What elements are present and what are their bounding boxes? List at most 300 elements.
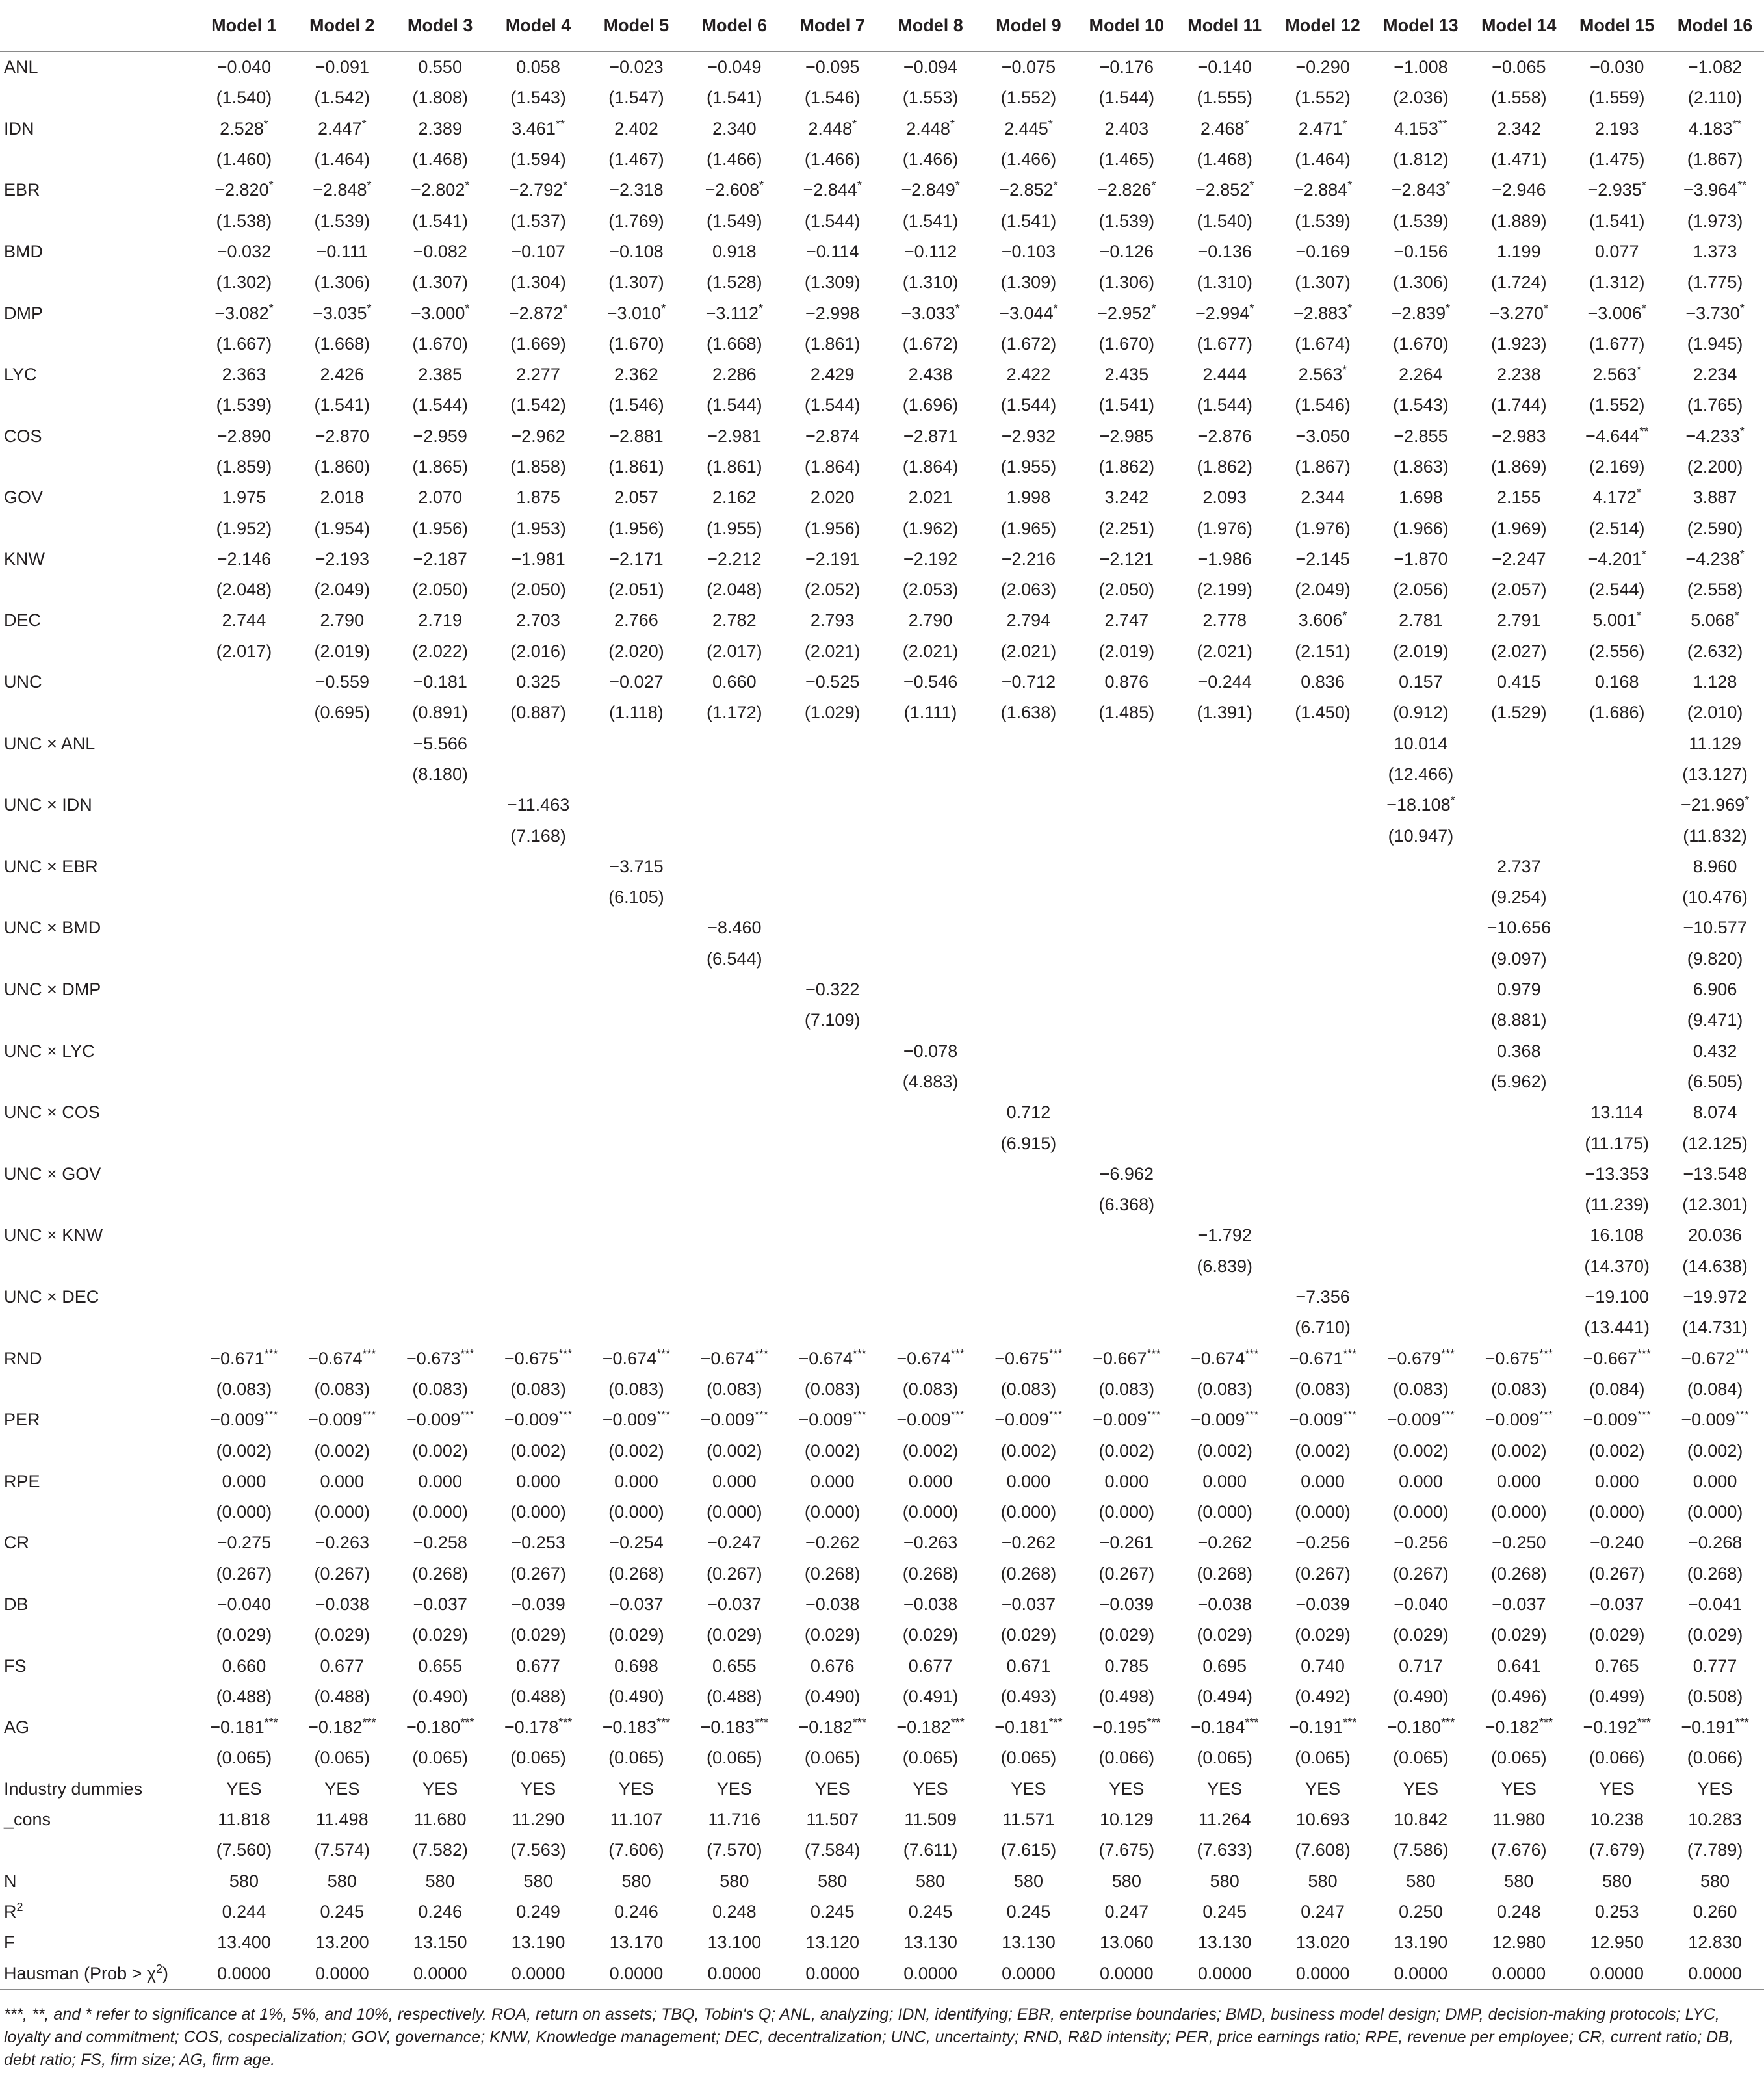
significance-stars: *** bbox=[754, 1716, 768, 1730]
coef-cell: 0.000 bbox=[1202, 1471, 1247, 1491]
se-cell bbox=[293, 1251, 391, 1282]
significance-stars: * bbox=[1446, 179, 1451, 192]
column-header: Model 5 bbox=[588, 0, 686, 51]
coef-cell: −0.009*** bbox=[798, 1409, 866, 1430]
se-cell: (1.956) bbox=[608, 518, 664, 538]
significance-stars: *** bbox=[950, 1347, 965, 1360]
coef-cell: 11.507 bbox=[806, 1810, 859, 1830]
se-cell: (1.862) bbox=[1098, 457, 1155, 476]
coef-cell bbox=[979, 1159, 1078, 1190]
se-cell: (2.048) bbox=[216, 580, 272, 600]
coef-cell bbox=[195, 852, 293, 882]
coef-cell: 11.107 bbox=[610, 1810, 663, 1830]
se-cell: (0.488) bbox=[510, 1686, 566, 1706]
se-cell: (0.267) bbox=[216, 1563, 272, 1583]
coef-cell: 0.244 bbox=[222, 1901, 266, 1921]
column-header: Model 13 bbox=[1372, 0, 1470, 51]
significance-stars: *** bbox=[1735, 1409, 1749, 1422]
se-cell bbox=[195, 1312, 293, 1343]
coef-cell: 2.778 bbox=[1202, 610, 1247, 630]
se-cell: (0.029) bbox=[1687, 1625, 1743, 1645]
coef-cell: −0.275 bbox=[216, 1533, 272, 1553]
se-cell: (1.869) bbox=[1491, 457, 1547, 476]
se-cell: (9.820) bbox=[1687, 948, 1743, 968]
se-row bbox=[0, 83, 1764, 113]
significance-stars: *** bbox=[1048, 1409, 1063, 1422]
se-cell: (1.310) bbox=[1197, 272, 1252, 292]
se-cell bbox=[1274, 1067, 1372, 1097]
row-label-empty bbox=[0, 759, 195, 790]
se-cell: (2.022) bbox=[412, 641, 468, 661]
coef-cell bbox=[1176, 852, 1274, 882]
column-header: Model 11 bbox=[1176, 0, 1274, 51]
coef-cell: −0.671*** bbox=[210, 1347, 278, 1368]
se-cell: (1.537) bbox=[510, 211, 566, 231]
significance-stars: * bbox=[1342, 609, 1347, 623]
coef-cell: 4.183** bbox=[1688, 117, 1742, 138]
coef-cell: 0.000 bbox=[810, 1471, 855, 1491]
coef-cell bbox=[783, 729, 881, 759]
coef-cell: −2.935* bbox=[1587, 179, 1646, 200]
coef-cell: 0.677 bbox=[908, 1656, 953, 1676]
se-cell: (1.540) bbox=[1197, 211, 1252, 231]
se-cell: (1.674) bbox=[1295, 333, 1351, 354]
coef-cell: 2.703 bbox=[516, 610, 560, 630]
coef-cell: 0.168 bbox=[1594, 672, 1639, 692]
se-cell bbox=[195, 759, 293, 790]
coef-cell: −0.247 bbox=[707, 1533, 762, 1553]
se-cell: (0.000) bbox=[608, 1502, 664, 1522]
coef-cell: 0.247 bbox=[1301, 1901, 1345, 1921]
se-cell bbox=[391, 820, 489, 851]
coef-cell: −0.075 bbox=[1001, 57, 1056, 77]
row-label-empty bbox=[0, 144, 195, 175]
se-cell: (0.029) bbox=[1000, 1625, 1057, 1645]
coef-cell: −1.008 bbox=[1394, 57, 1448, 77]
row-label: UNC bbox=[4, 672, 42, 692]
se-cell: (0.000) bbox=[1589, 1502, 1645, 1522]
coef-cell: −0.667*** bbox=[1583, 1347, 1651, 1368]
coef-cell: −0.253 bbox=[511, 1533, 565, 1553]
coef-cell: 0.000 bbox=[1301, 1471, 1345, 1491]
coef-cell: 13.020 bbox=[1295, 1932, 1350, 1953]
coef-row bbox=[0, 974, 1764, 1005]
significance-stars: *** bbox=[460, 1716, 474, 1730]
se-cell: (0.029) bbox=[314, 1625, 370, 1645]
coef-cell: 13.190 bbox=[511, 1932, 565, 1953]
se-cell bbox=[783, 1251, 881, 1282]
coef-cell: −2.994* bbox=[1195, 302, 1254, 323]
se-cell: (1.468) bbox=[412, 150, 468, 170]
coef-row bbox=[0, 1159, 1764, 1190]
significance-stars: * bbox=[1151, 179, 1156, 192]
se-cell bbox=[1470, 1312, 1568, 1343]
se-cell: (1.923) bbox=[1491, 333, 1547, 354]
se-cell bbox=[1274, 759, 1372, 790]
row-label-empty bbox=[0, 1435, 195, 1466]
se-cell: (0.000) bbox=[216, 1502, 272, 1522]
se-cell: (1.544) bbox=[804, 395, 861, 415]
se-cell: (1.724) bbox=[1491, 272, 1547, 292]
coef-cell bbox=[391, 913, 489, 943]
coef-cell: −0.525 bbox=[805, 672, 860, 692]
coef-cell: −2.881 bbox=[609, 426, 664, 446]
coef-cell: 12.830 bbox=[1688, 1932, 1742, 1953]
coef-cell: −0.672*** bbox=[1681, 1347, 1749, 1368]
se-cell bbox=[979, 759, 1078, 790]
se-cell: (0.000) bbox=[412, 1502, 468, 1522]
row-label-empty bbox=[0, 1374, 195, 1405]
coef-cell: 2.438 bbox=[908, 365, 953, 385]
significance-stars: * bbox=[1739, 547, 1745, 561]
coef-cell bbox=[979, 729, 1078, 759]
se-cell: (13.441) bbox=[1584, 1318, 1650, 1338]
se-cell bbox=[1372, 1312, 1470, 1343]
se-cell: (1.956) bbox=[804, 518, 861, 538]
coef-cell: 0.000 bbox=[222, 1471, 266, 1491]
coef-cell: −0.108 bbox=[609, 241, 664, 261]
se-cell: (1.466) bbox=[902, 150, 959, 170]
coef-cell: −0.037 bbox=[1590, 1594, 1644, 1614]
se-cell: (2.544) bbox=[1589, 580, 1645, 600]
se-cell bbox=[783, 882, 881, 913]
coef-cell: 0.248 bbox=[1497, 1901, 1541, 1921]
coef-cell: 11.716 bbox=[708, 1810, 761, 1830]
coef-cell bbox=[1176, 1282, 1274, 1312]
coef-cell: 10.014 bbox=[1394, 733, 1448, 753]
se-cell: (0.000) bbox=[1393, 1502, 1449, 1522]
se-cell: (0.499) bbox=[1589, 1686, 1645, 1706]
significance-stars: ** bbox=[1639, 424, 1649, 438]
coef-cell bbox=[195, 913, 293, 943]
coef-cell: 2.342 bbox=[1497, 118, 1541, 138]
se-cell bbox=[293, 882, 391, 913]
significance-stars: *** bbox=[754, 1409, 768, 1422]
se-cell: (2.020) bbox=[608, 641, 664, 661]
coef-cell bbox=[1078, 852, 1176, 882]
significance-stars: *** bbox=[264, 1716, 278, 1730]
se-cell: (8.881) bbox=[1491, 1010, 1547, 1030]
se-cell bbox=[685, 1190, 783, 1220]
se-cell: (1.450) bbox=[1295, 703, 1351, 723]
se-cell bbox=[979, 1190, 1078, 1220]
coef-cell: 0.677 bbox=[320, 1656, 365, 1676]
se-cell bbox=[293, 759, 391, 790]
column-header: Model 1 bbox=[195, 0, 293, 51]
row-label-empty bbox=[0, 1835, 195, 1866]
coef-cell bbox=[1470, 729, 1568, 759]
coef-cell: 0.000 bbox=[516, 1471, 560, 1491]
coef-cell bbox=[1274, 1036, 1372, 1067]
se-cell: (0.268) bbox=[412, 1563, 468, 1583]
coef-cell bbox=[1176, 913, 1274, 943]
se-cell bbox=[881, 1190, 979, 1220]
se-cell bbox=[1274, 882, 1372, 913]
significance-stars: * bbox=[1636, 486, 1641, 500]
se-cell: (1.696) bbox=[902, 395, 959, 415]
coef-cell bbox=[881, 1220, 979, 1251]
se-cell: (1.309) bbox=[804, 272, 861, 292]
coef-cell: 0.717 bbox=[1399, 1656, 1443, 1676]
coef-cell bbox=[391, 790, 489, 820]
significance-stars: * bbox=[1734, 609, 1739, 623]
significance-stars: * bbox=[1745, 794, 1750, 807]
se-cell: (0.029) bbox=[1098, 1625, 1155, 1645]
row-label-empty bbox=[0, 83, 195, 113]
se-cell bbox=[489, 1128, 588, 1158]
row-label: $R^2$ bbox=[4, 1900, 23, 1921]
se-cell: (2.048) bbox=[707, 580, 762, 600]
coef-cell: −0.182*** bbox=[798, 1716, 866, 1737]
se-cell: (6.505) bbox=[1687, 1071, 1743, 1091]
se-cell bbox=[979, 1005, 1078, 1035]
se-cell: (0.002) bbox=[510, 1440, 566, 1461]
coef-cell: −0.023 bbox=[609, 57, 664, 77]
row-label-empty bbox=[0, 1190, 195, 1220]
se-row bbox=[0, 1435, 1764, 1466]
se-cell: (0.488) bbox=[707, 1686, 762, 1706]
coef-cell: −4.233* bbox=[1685, 424, 1745, 446]
coef-cell bbox=[1470, 790, 1568, 820]
coef-cell: −3.050 bbox=[1295, 426, 1350, 446]
significance-stars: * bbox=[1342, 117, 1347, 131]
coef-cell bbox=[1274, 913, 1372, 943]
significance-stars: *** bbox=[1538, 1347, 1553, 1360]
row-label-empty bbox=[0, 1005, 195, 1035]
se-cell: (1.552) bbox=[1295, 88, 1351, 108]
significance-stars: * bbox=[563, 302, 568, 315]
coef-cell bbox=[391, 1036, 489, 1067]
se-cell: (0.002) bbox=[1295, 1440, 1351, 1461]
significance-stars: * bbox=[1249, 302, 1254, 315]
coef-cell: −0.191*** bbox=[1681, 1716, 1749, 1737]
se-cell: (2.017) bbox=[216, 641, 272, 661]
coef-cell bbox=[489, 729, 588, 759]
table-body bbox=[0, 51, 1764, 1990]
coef-cell: 0.415 bbox=[1497, 672, 1541, 692]
coef-row bbox=[0, 913, 1764, 943]
significance-stars: * bbox=[851, 117, 857, 131]
coef-cell: 0.0000 bbox=[293, 1958, 391, 1989]
se-cell: (0.083) bbox=[1000, 1379, 1057, 1399]
coef-cell: 0.250 bbox=[1399, 1901, 1443, 1921]
se-cell: (2.200) bbox=[1687, 457, 1743, 476]
se-cell: (0.002) bbox=[1589, 1440, 1645, 1461]
coef-row bbox=[0, 790, 1764, 820]
significance-stars: * bbox=[1053, 179, 1058, 192]
se-cell bbox=[588, 1005, 686, 1035]
coef-cell: YES bbox=[226, 1778, 262, 1799]
significance-stars: * bbox=[361, 117, 367, 131]
se-cell: (0.267) bbox=[1393, 1563, 1449, 1583]
coef-cell: −4.238* bbox=[1685, 547, 1745, 569]
coef-cell: −7.356 bbox=[1295, 1287, 1350, 1307]
se-cell: (0.002) bbox=[1491, 1440, 1547, 1461]
se-cell: (1.555) bbox=[1197, 88, 1252, 108]
coef-cell: −0.290 bbox=[1295, 57, 1350, 77]
se-cell bbox=[783, 1128, 881, 1158]
se-cell: (0.493) bbox=[1000, 1686, 1057, 1706]
coef-cell bbox=[1274, 1159, 1372, 1190]
coef-cell bbox=[588, 729, 686, 759]
coef-cell: 3.242 bbox=[1104, 488, 1149, 508]
coef-cell: −0.254 bbox=[609, 1533, 664, 1553]
se-row bbox=[0, 1835, 1764, 1866]
se-cell bbox=[588, 1128, 686, 1158]
se-cell: (0.491) bbox=[902, 1686, 959, 1706]
coef-cell: 10.842 bbox=[1394, 1810, 1448, 1830]
se-cell: (10.476) bbox=[1682, 887, 1748, 907]
row-label: ANL bbox=[4, 57, 38, 77]
se-cell: (8.180) bbox=[412, 764, 468, 784]
se-cell: (1.812) bbox=[1393, 150, 1449, 170]
se-cell: (1.864) bbox=[804, 457, 861, 476]
coef-cell: 2.528* bbox=[220, 117, 268, 138]
coef-row bbox=[0, 852, 1764, 882]
se-cell: (14.638) bbox=[1682, 1256, 1748, 1276]
se-cell bbox=[588, 944, 686, 974]
coef-cell bbox=[293, 1220, 391, 1251]
coef-cell bbox=[1176, 1036, 1274, 1067]
significance-stars: * bbox=[1446, 302, 1451, 315]
significance-stars: *** bbox=[1343, 1716, 1357, 1730]
coef-cell: −0.009*** bbox=[1485, 1409, 1553, 1430]
coef-cell: 0.765 bbox=[1594, 1656, 1639, 1676]
row-label: UNC × EBR bbox=[4, 856, 98, 876]
se-cell: (7.606) bbox=[608, 1840, 664, 1860]
coef-cell bbox=[1078, 790, 1176, 820]
coef-cell: −0.126 bbox=[1099, 241, 1154, 261]
se-cell: (1.547) bbox=[608, 88, 664, 108]
coef-cell: YES bbox=[521, 1778, 556, 1799]
se-cell: (1.118) bbox=[609, 703, 664, 723]
coef-cell: −0.009*** bbox=[210, 1409, 278, 1430]
se-cell: (0.268) bbox=[1000, 1563, 1057, 1583]
coef-cell bbox=[293, 913, 391, 943]
coef-cell: 0.712 bbox=[1006, 1102, 1051, 1123]
coef-cell: 0.000 bbox=[1594, 1471, 1639, 1491]
se-cell: (0.029) bbox=[804, 1625, 861, 1645]
significance-stars: * bbox=[465, 302, 470, 315]
se-cell: (9.471) bbox=[1687, 1010, 1743, 1030]
coef-cell: −2.852* bbox=[999, 179, 1058, 200]
coef-cell: −0.671*** bbox=[1288, 1347, 1357, 1368]
coef-cell bbox=[1274, 974, 1372, 1005]
se-cell: (1.962) bbox=[902, 518, 959, 538]
se-cell: (0.065) bbox=[412, 1748, 468, 1768]
coef-cell: −0.009*** bbox=[1191, 1409, 1259, 1430]
se-cell: (1.775) bbox=[1687, 272, 1743, 292]
se-cell: (0.267) bbox=[707, 1563, 762, 1583]
coef-cell bbox=[489, 852, 588, 882]
se-cell: (1.307) bbox=[412, 272, 468, 292]
coef-cell: −6.962 bbox=[1099, 1164, 1154, 1184]
se-cell: (1.544) bbox=[412, 395, 468, 415]
coef-cell bbox=[783, 790, 881, 820]
se-cell: (7.560) bbox=[216, 1840, 272, 1860]
se-cell: (0.083) bbox=[314, 1379, 370, 1399]
row-label: GOV bbox=[4, 488, 44, 508]
coef-cell: 2.070 bbox=[418, 488, 462, 508]
se-cell: (1.541) bbox=[1000, 211, 1057, 231]
coef-cell bbox=[783, 1159, 881, 1190]
coef-cell: −0.322 bbox=[805, 980, 860, 1000]
column-header: Model 16 bbox=[1666, 0, 1764, 51]
se-cell bbox=[391, 882, 489, 913]
coef-cell: −0.263 bbox=[903, 1533, 958, 1553]
coef-cell: −0.679*** bbox=[1386, 1347, 1455, 1368]
row-label: UNC × ANL bbox=[4, 733, 96, 753]
coef-cell bbox=[195, 1159, 293, 1190]
se-row bbox=[0, 882, 1764, 913]
coef-cell: 0.660 bbox=[712, 672, 757, 692]
coef-cell: 0.245 bbox=[1202, 1901, 1247, 1921]
se-cell: (0.083) bbox=[1491, 1379, 1547, 1399]
coef-cell: 0.245 bbox=[908, 1901, 953, 1921]
coef-cell: YES bbox=[1011, 1778, 1046, 1799]
significance-stars: * bbox=[857, 179, 862, 192]
coef-cell bbox=[685, 1282, 783, 1312]
coef-cell: 13.100 bbox=[707, 1932, 762, 1953]
se-cell: (7.633) bbox=[1197, 1840, 1252, 1860]
se-row bbox=[0, 697, 1764, 728]
se-cell: (0.000) bbox=[1295, 1502, 1351, 1522]
superscript-two: 2 bbox=[16, 1900, 23, 1914]
coef-cell: YES bbox=[1501, 1778, 1537, 1799]
se-cell bbox=[685, 1312, 783, 1343]
coef-cell: −2.216 bbox=[1001, 549, 1056, 569]
se-cell: (7.676) bbox=[1491, 1840, 1547, 1860]
se-row bbox=[0, 1559, 1764, 1589]
se-cell bbox=[1470, 1128, 1568, 1158]
coef-cell: −1.870 bbox=[1394, 549, 1448, 569]
se-cell bbox=[489, 1251, 588, 1282]
coef-cell: 0.0000 bbox=[588, 1958, 686, 1989]
se-cell: (1.539) bbox=[314, 211, 370, 231]
se-cell: (1.953) bbox=[510, 518, 566, 538]
se-cell bbox=[195, 820, 293, 851]
se-cell: (2.110) bbox=[1687, 88, 1743, 108]
coef-cell: −0.040 bbox=[216, 1594, 272, 1614]
significance-stars: *** bbox=[362, 1347, 376, 1360]
column-header: Model 3 bbox=[391, 0, 489, 51]
coef-cell: −0.039 bbox=[1099, 1594, 1154, 1614]
coef-cell: 13.130 bbox=[903, 1932, 957, 1953]
se-cell: (7.109) bbox=[804, 1010, 861, 1030]
significance-stars: * bbox=[1739, 302, 1745, 315]
se-row bbox=[0, 513, 1764, 543]
coef-row bbox=[0, 1804, 1764, 1835]
row-label-empty bbox=[0, 1682, 195, 1712]
se-cell: (1.859) bbox=[216, 457, 272, 476]
coef-cell bbox=[979, 1220, 1078, 1251]
coef-cell: 0.0000 bbox=[783, 1958, 881, 1989]
coef-cell: −2.959 bbox=[413, 426, 467, 446]
coef-cell: 11.498 bbox=[316, 1810, 369, 1830]
se-cell: (1.471) bbox=[1491, 150, 1547, 170]
se-cell: (0.029) bbox=[1393, 1625, 1449, 1645]
se-cell: (0.065) bbox=[902, 1748, 959, 1768]
se-cell bbox=[1078, 1312, 1176, 1343]
coef-cell: 0.000 bbox=[712, 1471, 757, 1491]
coef-cell: −0.009*** bbox=[602, 1409, 671, 1430]
coef-cell: 13.200 bbox=[315, 1932, 369, 1953]
coef-cell bbox=[1372, 1097, 1470, 1128]
coef-cell: 0.247 bbox=[1104, 1901, 1149, 1921]
coef-cell: −2.848* bbox=[313, 179, 372, 200]
coef-cell: YES bbox=[814, 1778, 850, 1799]
coef-cell: 0.641 bbox=[1497, 1656, 1541, 1676]
